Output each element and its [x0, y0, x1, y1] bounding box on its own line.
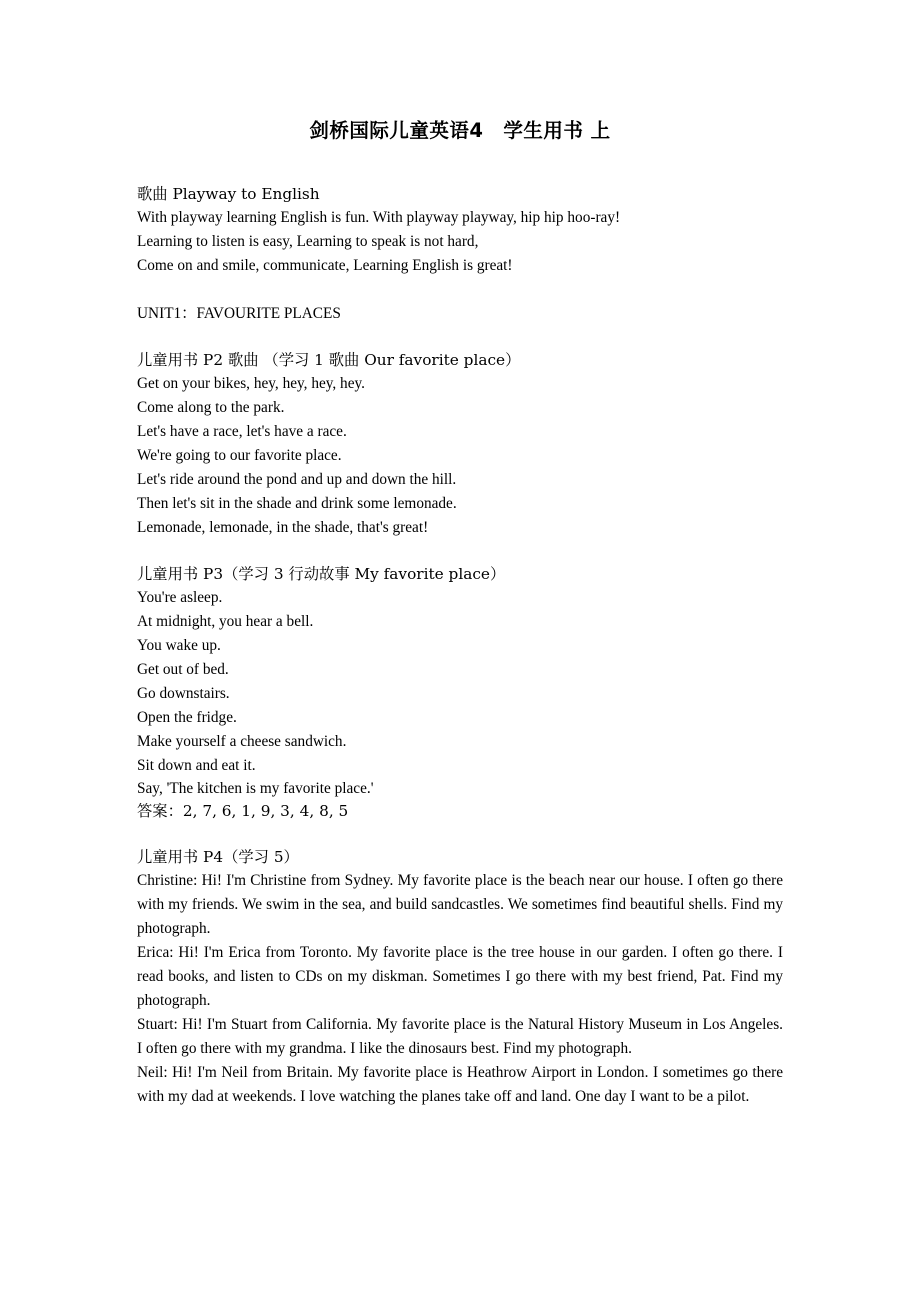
- song-intro-line: Come on and smile, communicate, Learning English is great!: [137, 257, 513, 274]
- section-p4-paragraph: Erica: Hi! I'm Erica from Toronto. My favorite place is the tree house in our garden. I often go there. I read books, and listen to CDs on my diskman. Sometimes I go there with my best friend, Pat. Find my photograph.: [137, 944, 783, 1009]
- section-p3-block: [137, 564, 783, 823]
- unit-heading-block: [137, 302, 783, 326]
- section-p4-heading: 儿童用书 P4（学习 5）: [137, 848, 299, 866]
- section-p3-answer: 答案：2, 7, 6, 1, 9, 3, 4, 8, 5: [137, 802, 349, 820]
- section-p4-paragraph: Stuart: Hi! I'm Stuart from California. My favorite place is the Natural History Museum in Los Angeles. I often go there with my grandma. I like the dinosaurs best. Find my photograph.: [137, 1016, 783, 1057]
- section-p2-heading: 儿童用书 P2 歌曲 （学习 1 歌曲 Our favorite place）: [137, 351, 521, 369]
- section-p3-line: Say, 'The kitchen is my favorite place.': [137, 780, 374, 797]
- section-p2-block: [137, 350, 783, 540]
- section-p3-line: You wake up.: [137, 637, 221, 654]
- section-p3-line: Open the fridge.: [137, 709, 237, 726]
- section-p3-line: You're asleep.: [137, 589, 223, 606]
- song-intro-heading: 歌曲 Playway to English: [137, 185, 320, 203]
- document-content: [137, 0, 783, 1109]
- section-p2-line: Lemonade, lemonade, in the shade, that's great!: [137, 519, 429, 536]
- song-intro-line: Learning to listen is easy, Learning to speak is not hard,: [137, 233, 479, 250]
- section-p3-line: Get out of bed.: [137, 661, 229, 678]
- section-p3-heading: 儿童用书 P3（学习 3 行动故事 My favorite place）: [137, 565, 506, 583]
- section-p2-line: Come along to the park.: [137, 399, 285, 416]
- section-p4-paragraph: Neil: Hi! I'm Neil from Britain. My favorite place is Heathrow Airport in London. I sometimes go there with my dad at weekends. I love watching the planes take off and land. One day I want to be a pilot.: [137, 1064, 783, 1105]
- section-p3-line: Make yourself a cheese sandwich.: [137, 733, 347, 750]
- page-title: 剑桥国际儿童英语4 学生用书 上: [309, 119, 611, 142]
- section-p2-line: We're going to our favorite place.: [137, 447, 342, 464]
- section-p4-paragraph: Christine: Hi! I'm Christine from Sydney. My favorite place is the beach near our house. I often go there with my friends. We swim in the sea, and build sandcastles. We sometimes find beautiful shells. Find my photograph.: [137, 872, 783, 937]
- section-p2-line: Let's ride around the pond and up and down the hill.: [137, 471, 457, 488]
- section-p4-block: [137, 847, 783, 1109]
- section-p2-line: Let's have a race, let's have a race.: [137, 423, 347, 440]
- section-p3-line: At midnight, you hear a bell.: [137, 613, 314, 630]
- song-intro-line: With playway learning English is fun. With playway playway, hip hip hoo-ray!: [137, 209, 621, 226]
- section-p2-line: Then let's sit in the shade and drink some lemonade.: [137, 495, 457, 512]
- song-intro-block: [137, 182, 783, 278]
- section-p3-line: Go downstairs.: [137, 685, 230, 702]
- unit-heading: UNIT1：FAVOURITE PLACES: [137, 305, 341, 322]
- section-p2-line: Get on your bikes, hey, hey, hey, hey.: [137, 375, 365, 392]
- section-p3-line: Sit down and eat it.: [137, 757, 256, 774]
